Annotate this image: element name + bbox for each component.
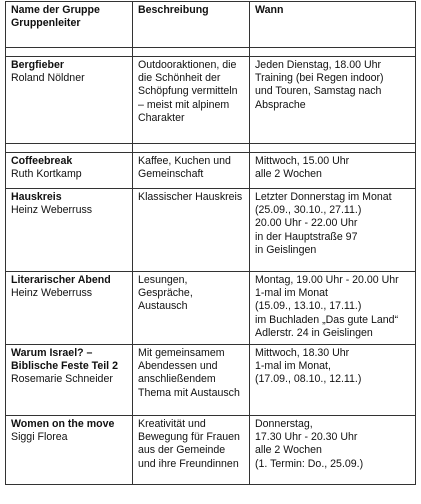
table-row bbox=[6, 153, 416, 189]
group-cell bbox=[6, 57, 133, 144]
spacer-row bbox=[6, 48, 416, 57]
description-cell: Kreativität und Bewegung für Frauen aus der Gemeinde und ihre Freundinnen bbox=[133, 416, 250, 485]
group-leader: Rosemarie Schneider bbox=[11, 373, 113, 386]
description-cell: Mit gemeinsamem Abendessen und anschließendem Thema mit Austausch bbox=[133, 345, 250, 416]
group-leader: Heinz Weberruss bbox=[11, 204, 93, 217]
group-cell bbox=[6, 345, 133, 416]
group-cell bbox=[6, 189, 133, 272]
when-cell: Montag, 19.00 Uhr - 20.00 Uhr 1-mal im Monat (15.09., 13.10., 17.11.) im Buchladen „Das gute Land“ Adlerstr. 24 in Geislingen bbox=[250, 272, 416, 345]
group-leader: Siggi Florea bbox=[11, 431, 68, 444]
table-row bbox=[6, 189, 416, 272]
spacer-row bbox=[6, 144, 416, 153]
group-cell bbox=[6, 416, 133, 485]
group-cell bbox=[6, 153, 133, 189]
group-leader: Roland Nöldner bbox=[11, 72, 85, 85]
group-leader: Ruth Kortkamp bbox=[11, 168, 82, 181]
group-cell bbox=[6, 272, 133, 345]
table-row bbox=[6, 345, 416, 416]
description-cell: Lesungen, Gespräche, Austausch bbox=[133, 272, 250, 345]
description-cell: Outdooraktionen, die die Schönheit der Schöpfung vermitteln – meist mit alpinem Charakter bbox=[133, 57, 250, 144]
when-cell: Jeden Dienstag, 18.00 Uhr Training (bei Regen indoor) und Touren, Samstag nach Absprache bbox=[250, 57, 416, 144]
description-cell: Klassischer Hauskreis bbox=[133, 189, 250, 272]
when-cell: Letzter Donnerstag im Monat (25.09., 30.10., 27.11.) 20.00 Uhr - 22.00 Uhr in der Hauptstraße 97 in Geislingen bbox=[250, 189, 416, 272]
group-name: Bergfieber bbox=[11, 59, 64, 71]
group-name: Coffeebreak bbox=[11, 155, 73, 167]
header-description: Beschreibung bbox=[133, 2, 250, 48]
header-row bbox=[6, 2, 416, 48]
when-cell: Mittwoch, 15.00 Uhr alle 2 Wochen bbox=[250, 153, 416, 189]
description-cell: Kaffee, Kuchen und Gemeinschaft bbox=[133, 153, 250, 189]
header-name-leader: Name der Gruppe Gruppenleiter bbox=[6, 2, 133, 48]
group-leader: Heinz Weberruss bbox=[11, 287, 93, 300]
group-name: Literarischer Abend bbox=[11, 274, 111, 286]
table-row bbox=[6, 57, 416, 144]
table-row bbox=[6, 416, 416, 485]
group-name: Warum Israel? – Biblische Feste Teil 2 bbox=[11, 347, 118, 373]
group-name: Women on the move bbox=[11, 418, 115, 430]
groups-table bbox=[5, 1, 416, 485]
table-row bbox=[6, 272, 416, 345]
when-cell: Donnerstag, 17.30 Uhr - 20.30 Uhr alle 2 Wochen (1. Termin: Do., 25.09.) bbox=[250, 416, 416, 485]
header-when: Wann bbox=[250, 2, 416, 48]
when-cell: Mittwoch, 18.30 Uhr 1-mal im Monat, (17.09., 08.10., 12.11.) bbox=[250, 345, 416, 416]
group-name: Hauskreis bbox=[11, 191, 62, 203]
